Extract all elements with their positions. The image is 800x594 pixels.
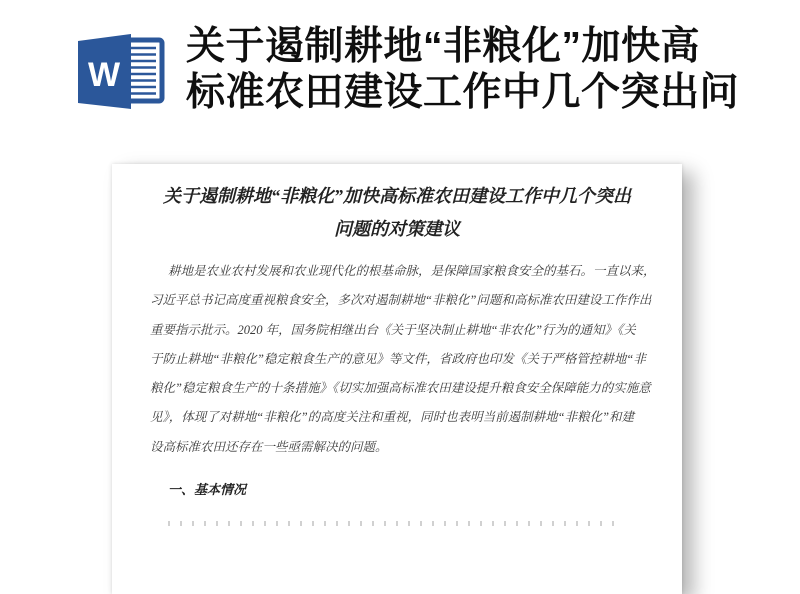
document-title-line-1: 关于遏制耕地“非粮化”加快高标准农田建设工作中几个突出 <box>163 186 631 206</box>
paragraph-line: 见》，体现了对耕地“非粮化”的高度关注和重视，同时也表明当前遏制耕地“非粮化”和建 <box>150 410 635 425</box>
clipped-next-text-line <box>168 521 623 526</box>
page-title-line-2: 标准农田建设工作中几个突出问 <box>186 71 740 114</box>
paragraph-line: 于防止耕地“非粮化”稳定粮食生产的意见》等文件，省政府也印发《关于严格管控耕地“非 <box>150 351 646 366</box>
document-title <box>150 180 644 246</box>
paragraph-line: 耕地是农业农村发展和农业现代化的根基命脉，是保障国家粮食安全的基石。一直以来， <box>168 264 656 278</box>
word-file-icon <box>75 30 170 112</box>
document-page-preview <box>112 164 682 594</box>
paragraph-line: 重要指示批示。2020 年，国务院相继出台《关于坚决制止耕地“非农化”行为的通知》《关 <box>150 322 636 337</box>
paragraph-line: 粮化”稳定粮食生产的十条措施》《切实加强高标准农田建设提升粮食安全保障能力的实施意 <box>150 381 651 396</box>
paragraph-line: 习近平总书记高度重视粮食安全，多次对遏制耕地“非粮化”问题和高标准农田建设工作作出 <box>150 293 652 308</box>
page-title-line-1: 关于遏制耕地“非粮化”加快高 <box>186 25 701 68</box>
page-title <box>186 24 796 116</box>
document-paragraph <box>150 257 656 462</box>
paragraph-line: 设高标准农田还存在一些亟需解决的问题。 <box>150 439 388 454</box>
document-title-line-2: 问题的对策建议 <box>334 219 460 239</box>
word-icon-letter: W <box>87 56 121 94</box>
section-heading: 一、基本情况 <box>168 482 247 498</box>
